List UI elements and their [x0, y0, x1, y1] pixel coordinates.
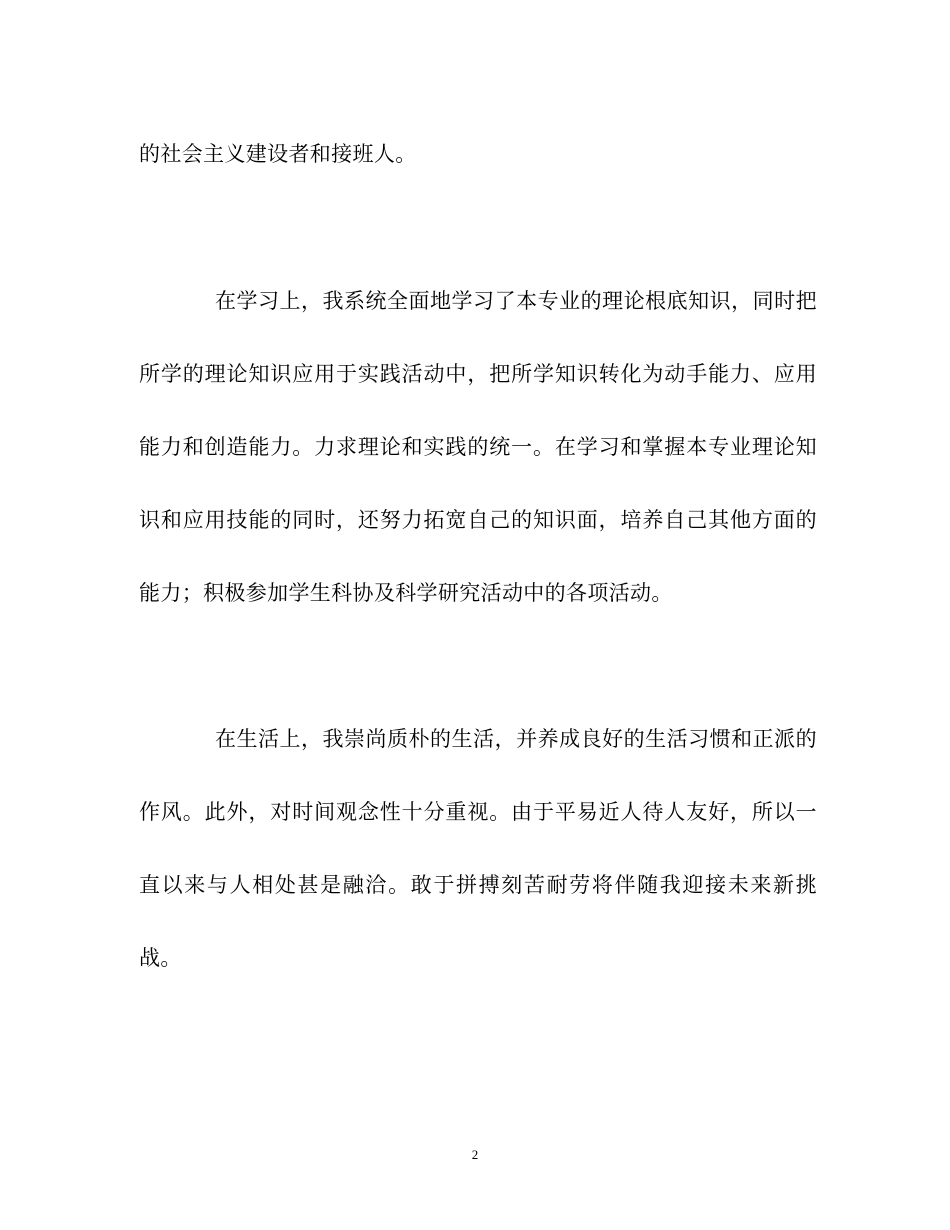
paragraph-continued: 的社会主义建设者和接班人。: [139, 142, 417, 166]
paragraph-life: 在生活上，我崇尚质朴的生活，并养成良好的生活习惯和正派的作风。此外，对时间观念性十分重视。由于平易近人待人友好，所以一直以来与人相处甚是融洽。敢于拼搏刻苦耐劳将伴随我迎接未来新挑战。: [139, 727, 817, 970]
page-number: 2: [471, 1147, 479, 1162]
paragraph-study: 在学习上，我系统全面地学习了本专业的理论根底知识，同时把所学的理论知识应用于实践活动中，把所学知识转化为动手能力、应用能力和创造能力。力求理论和实践的统一。在学习和掌握本专业理论知识和应用技能的同时，还努力拓宽自己的知识面，培养自己其他方面的能力；积极参加学生科协及科学研究活动中的各项活动。: [139, 289, 817, 605]
